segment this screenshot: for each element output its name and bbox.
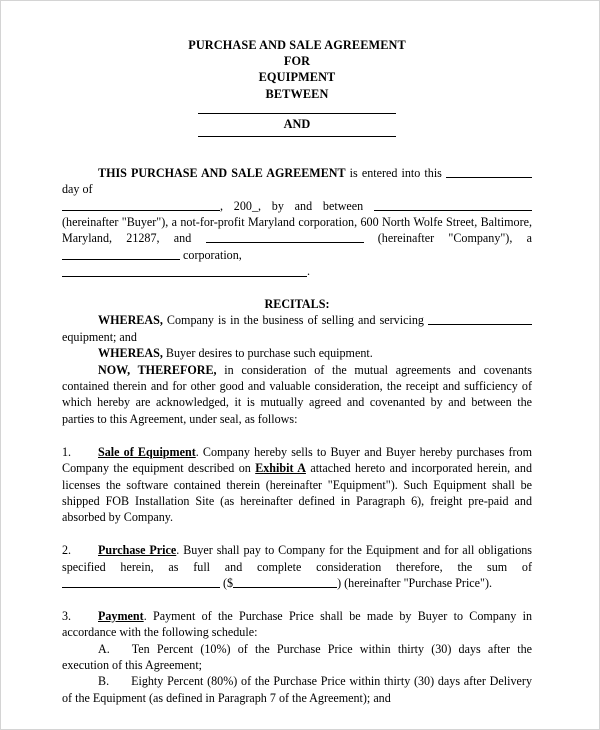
subitem-a: [62, 641, 532, 674]
party-two-signature-line-wrap: [62, 132, 532, 137]
party-two-blank-line[interactable]: [198, 136, 396, 137]
section-2-text-1: . Buyer shall pay to Company for the Equipment and for all obligations specified herein, as full and complete consideration therefore, the sum of: [62, 543, 532, 574]
section-3: [62, 608, 532, 641]
subitem-b: [62, 673, 532, 706]
section-1-text-1: . Company hereby sells to Buyer and Buyer hereby purchases from Company the equipment described on: [62, 444, 533, 476]
preamble-text-2: day of: [62, 182, 93, 197]
exhibit-a-reference: Exhibit A: [255, 461, 306, 476]
preamble-paragraph: [62, 165, 532, 280]
preamble-lead: THIS PURCHASE AND SALE AGREEMENT: [98, 165, 346, 180]
purchase-price-amount-blank[interactable]: [233, 576, 337, 588]
party-one-blank-line[interactable]: [198, 113, 396, 114]
and-separator: AND: [283, 116, 311, 131]
section-3-body: [62, 608, 532, 641]
whereas-2-lead: WHEREAS,: [98, 346, 163, 361]
document-title-block: [62, 37, 532, 102]
subitem-b-letter: B.: [98, 674, 110, 689]
preamble-text-7: .: [307, 264, 311, 279]
section-2-text-3: ) (hereinafter "Purchase Price").: [337, 575, 493, 590]
preamble-text-6: corporation,: [180, 247, 242, 262]
whereas-1-text-2: equipment; and: [62, 329, 137, 344]
preamble-text-1: is entered into this: [345, 165, 446, 180]
title-line-1: PURCHASE AND SALE AGREEMENT: [188, 38, 406, 52]
title-line-4: BETWEEN: [265, 86, 329, 101]
subitem-a-text: Ten Percent (10%) of the Purchase Price within thirty (30) days after the execution of this Agreement;: [62, 641, 532, 672]
section-1-number: 1.: [62, 444, 72, 459]
title-line-2: FOR: [283, 54, 311, 69]
document-body: [62, 37, 532, 706]
title-line-3: EQUIPMENT: [258, 70, 336, 85]
section-1-text-2: attached hereto and incorporated herein, and licenses the software contained therein (hereinafter "Equipment"). Such Equipment shall be shipped FOB Installation Site (as hereinafter defined in Paragraph 6), freight pre-paid and absorbed by Company.: [62, 461, 533, 525]
preamble-text-4: (hereinafter "Buyer"), a not-for-profit Maryland corporation, 600 North Wolfe Street, Baltimore, Maryland, 21287, and: [62, 215, 532, 246]
preamble-buyer-blank[interactable]: [374, 199, 532, 211]
subitem-a-letter: A.: [98, 641, 110, 656]
party-one-signature-line-wrap: [62, 102, 532, 114]
section-3-heading: Payment: [98, 608, 144, 623]
section-1: [62, 444, 532, 526]
now-therefore-lead: NOW, THEREFORE,: [98, 362, 217, 377]
whereas-1-equipment-type-blank[interactable]: [428, 313, 532, 325]
whereas-paragraph-2: [62, 345, 532, 361]
subitem-b-text: Eighty Percent (80%) of the Purchase Price within thirty (30) days after Delivery of the Equipment (as defined in Paragraph 7 of the Agreement); and: [62, 674, 532, 705]
recitals-heading: RECITALS:: [264, 297, 330, 312]
section-2-text-2: ($: [220, 575, 234, 590]
whereas-1-lead: WHEREAS,: [98, 313, 163, 328]
whereas-1-text-1: Company is in the business of selling and servicing: [162, 313, 428, 328]
section-1-heading: Sale of Equipment: [98, 444, 196, 459]
whereas-2-text-1: Buyer desires to purchase such equipment.: [162, 346, 373, 361]
whereas-paragraph-1: [62, 312, 532, 345]
now-therefore-text-1: in consideration of the mutual agreements and covenants contained therein and for other good and valuable consideration, the receipt and sufficiency of which hereby are acknowledged, it is mutually agreed and covenanted by and between the parties to this Agreement, under seal, as follows:: [62, 362, 532, 426]
preamble-corp-state-blank[interactable]: [62, 248, 180, 260]
preamble-day-blank[interactable]: [446, 166, 532, 178]
preamble-text-5: (hereinafter "Company"), a: [363, 231, 532, 246]
preamble-month-blank[interactable]: [62, 199, 220, 211]
section-2: [62, 542, 532, 591]
section-3-number: 3.: [62, 608, 72, 623]
preamble-company-blank[interactable]: [206, 231, 364, 243]
section-1-body: [62, 444, 532, 526]
now-therefore-paragraph: [62, 362, 532, 428]
section-2-number: 2.: [62, 543, 72, 558]
section-2-heading: Purchase Price: [98, 543, 177, 558]
preamble-text-3: , 200_, by and between: [220, 198, 374, 213]
section-2-body: [62, 542, 532, 591]
purchase-price-words-blank[interactable]: [62, 576, 220, 588]
section-3-text-1: . Payment of the Purchase Price shall be made by Buyer to Company in accordance with the following schedule:: [62, 608, 532, 640]
preamble-trailing-blank[interactable]: [62, 264, 307, 277]
